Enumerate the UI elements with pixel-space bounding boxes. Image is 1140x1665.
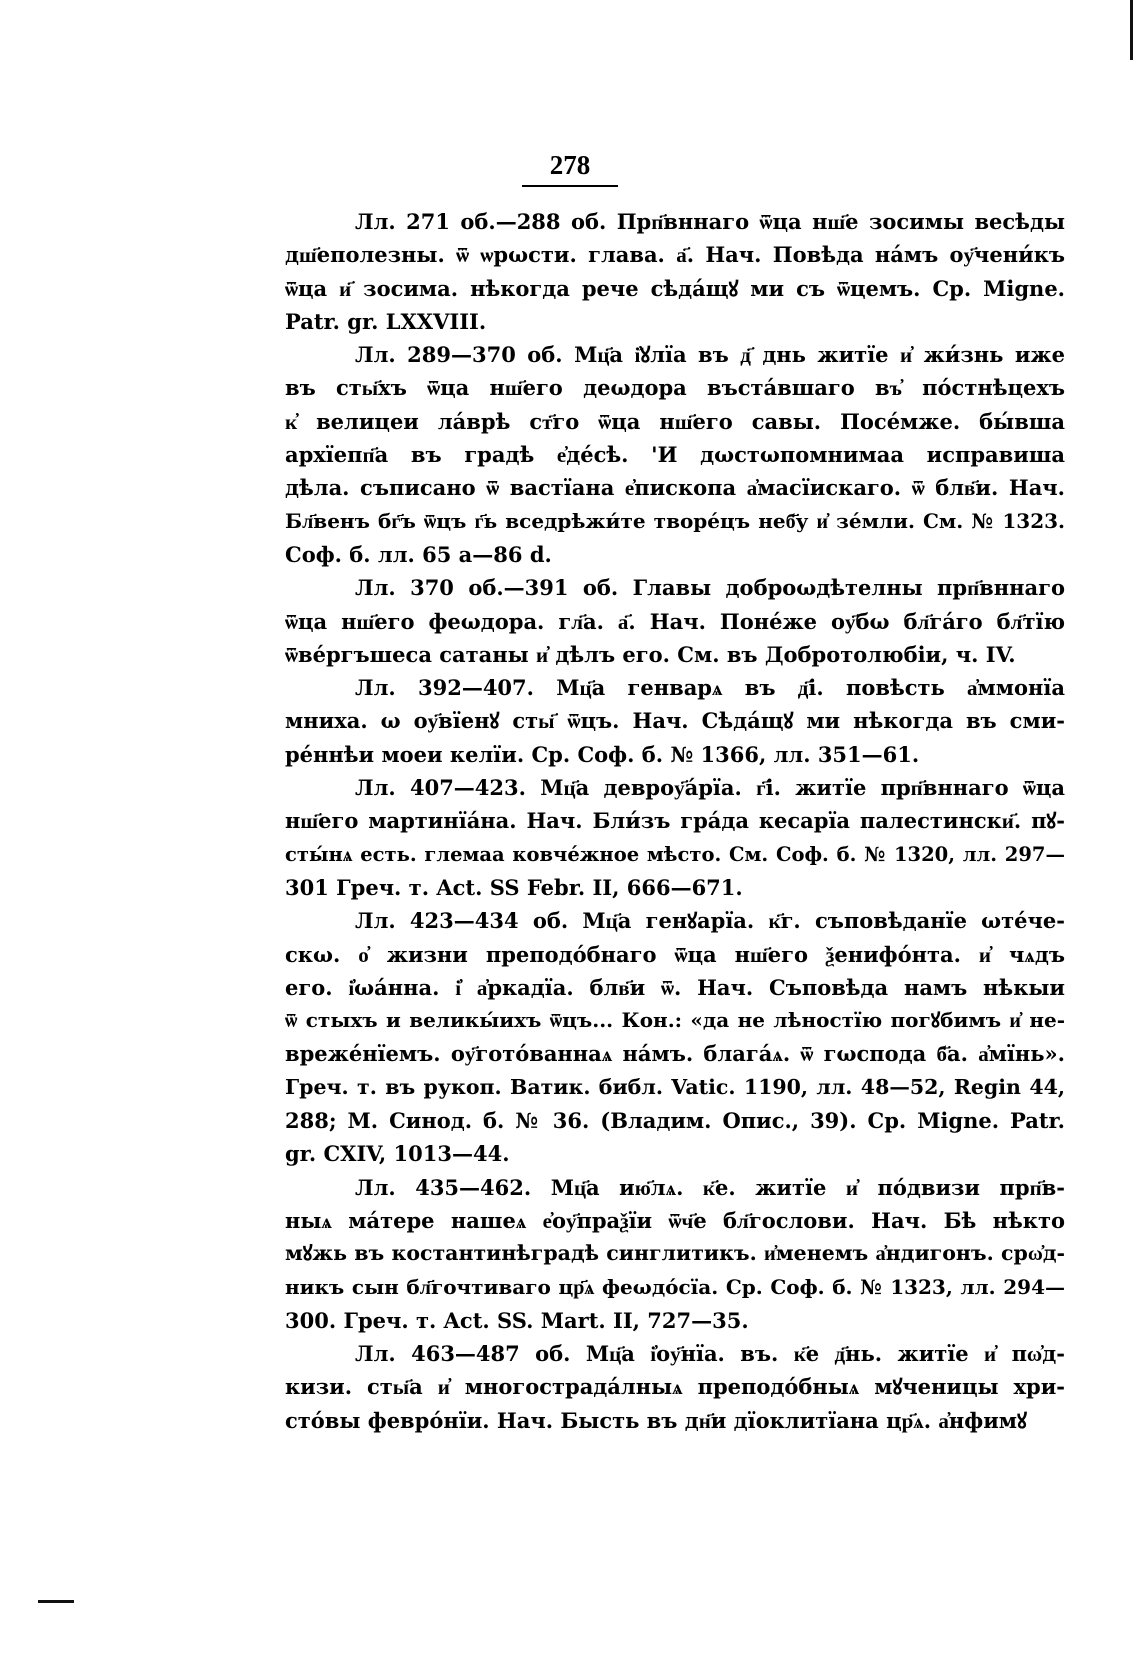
entry-line: Лл. 289—370 об. Мц҃а і҆ꙋлїа въ д҃ днь житїе и҆ жи́знь иже bbox=[355, 342, 1065, 368]
entry-8 bbox=[285, 1337, 1065, 1437]
entry-line: ѿвéргъшеса сатаны и҆ дѣлъ его. См. въ Добротолюбіи, ч. IV. bbox=[285, 641, 1016, 667]
entry-line: 288; М. Синод. б. № 36. (Владим. Опис., 39). Ср. Migne. Patr. bbox=[285, 1108, 1065, 1134]
entry-line: врежéнїемъ. оу҃готóваннаѧ нáмъ. благáѧ. ѿ гωсподa б҃а. а҆мїнь». bbox=[285, 1041, 1065, 1067]
entry-line: Лл. 370 об.—391 об. Главы доброωдѣтелны прп҃вннаго bbox=[355, 575, 1065, 601]
entry-line: Лл. 423—434 об. Мц҃а генꙋарїа. к҃г. съповѣданїе ωтéче- bbox=[355, 908, 1065, 934]
entry-line: нш҃его мартинїáна. Нач. Бли́зъ грáда кесарїа палестински҃. пꙋ- bbox=[285, 808, 1065, 834]
page-number bbox=[0, 150, 1140, 187]
entry-line: Лл. 435—462. Мц҃а ию҃лѧ. к҃е. житїе и҆ пóдвизи прп҃в- bbox=[355, 1174, 1065, 1200]
entry-line: ныѧ мáтере нашеѧ е҆оу҃праѯїи ѿч҃е бл҃гослови. Нач. Бѣ нѣкто bbox=[285, 1207, 1065, 1233]
margin-dash-mark bbox=[38, 1600, 74, 1603]
entry-line: 301 Греч. т. Act. SS Febr. II, 666—671. bbox=[285, 874, 743, 900]
entry-line: Соф. б. лл. 65 а—86 d. bbox=[285, 541, 552, 567]
entry-line: мꙋжь въ костантинѣградѣ синглитикъ. и҆менемъ а҆ндигонъ. срω҆д- bbox=[285, 1241, 1065, 1266]
entry-line: мниха. ω оу҃вїенꙋ сты҃ ѿцъ. Нач. Сѣдáщꙋ ми нѣкогда въ сми- bbox=[285, 708, 1065, 734]
entry-line: дш҃еполезны. ѿ ѡрωсти. глава. а҃. Нач. Повѣда на́мъ оу҃чени́къ bbox=[285, 242, 1065, 268]
entry-line: 300. Греч. т. Act. SS. Mart. II, 727—35. bbox=[285, 1307, 749, 1333]
entry-line: ѿца нш҃его феωдора. гл҃а. а҃. Нач. Понéже оу҃бω бл҃гáго бл҃тїю bbox=[285, 608, 1065, 634]
entry-3 bbox=[285, 571, 1065, 671]
entry-line: gr. CXIV, 1013—44. bbox=[285, 1141, 510, 1167]
page-number-text: 278 bbox=[522, 150, 619, 187]
page-edge-line bbox=[1130, 0, 1133, 60]
entry-6 bbox=[285, 904, 1065, 1170]
entry-line: стóвы феврóнїи. Нач. Бысть въ дн҃и дїоклитїана цр҃ѧ. а҆нфимꙋ bbox=[285, 1407, 1027, 1433]
entry-line: к҆ велицеи лáврѣ ст҃го ѿца нш҃его савы. Посéмже. бы́вша bbox=[285, 408, 1065, 434]
entry-line: Patr. gr. LXXVIII. bbox=[285, 308, 487, 334]
entry-line: ѿца и҃ зосима. нѣкогда рече сѣда́щꙋ ми съ ѿцемъ. Ср. Migne. bbox=[285, 275, 1065, 301]
entry-line: Лл. 392—407. Мц҃а генварѧ въ д҃і. повѣсть а҆ммонїа bbox=[355, 675, 1065, 701]
entry-1 bbox=[285, 205, 1065, 338]
entry-4 bbox=[285, 671, 1065, 771]
entry-line: его. і҆ωáнна. і҆ а҆ркадїа. блв҃и ѿ. Нач. Съповѣда намъ нѣкыи bbox=[285, 974, 1065, 1000]
entry-line: сты́нѧ есть. глемаа ковчéжное мѣсто. См. Соф. б. № 1320, лл. 297— bbox=[285, 842, 1065, 866]
entry-line: Лл. 407—423. Мц҃а девроу҃áрїа. г҃і. житїе прп҃вннаго ѿца bbox=[355, 775, 1065, 801]
entry-line: Греч. т. въ рукоп. Ватик. библ. Vatic. 1190, лл. 48—52, Regin 44, bbox=[285, 1074, 1065, 1099]
entry-line: Лл. 463—487 об. Мц҃а і҆оу҃нїа. въ. к҃е д҃нь. житїе и҆ пω҆д- bbox=[355, 1341, 1065, 1367]
entry-2 bbox=[285, 338, 1065, 571]
entry-line: кизи. сты҃а и҆ многострадáлныѧ преподóбныѧ мꙋченицы хри- bbox=[285, 1374, 1065, 1400]
entry-line: Лл. 271 об.—288 об. Прп҃вннаго ѿца нш҃е зосимы весѣды bbox=[355, 209, 1065, 234]
entry-line: ѿ стыхъ и великы́ихъ ѿцъ... Кон.: «да не лѣностїю погꙋбимъ и҆ не- bbox=[285, 1008, 1065, 1033]
entry-7 bbox=[285, 1171, 1065, 1337]
entry-line: въ сты҃хъ ѿца нш҃его деωдора въстáвшаго въ҆ пóстнѣцехъ bbox=[285, 375, 1065, 401]
entry-line: дѣла. съписано ѿ вастїана е҆пископа а҆масїискаго. ѿ блв҃и. Нач. bbox=[285, 475, 1065, 501]
entry-line: скω. о҆ жизни преподóбнаго ѿца нш҃его ѯенифóнта. и҆ чѧдъ bbox=[285, 941, 1065, 967]
manuscript-description-block bbox=[285, 205, 1065, 1437]
entry-line: никъ сын бл҃гочтиваго цр҃ѧ феωдóсїа. Ср. Соф. б. № 1323, лл. 294— bbox=[285, 1274, 1065, 1299]
entry-5 bbox=[285, 771, 1065, 904]
entry-line: архїепп҃а въ градѣ е҆дéсѣ. 'И дωстωпомнимаа исправиша bbox=[285, 442, 1065, 468]
entry-line: рéннѣи моеи келїи. Ср. Соф. б. № 1366, лл. 351—61. bbox=[285, 741, 920, 767]
entry-line: Бл҃венъ бг҃ъ ѿцъ г҃ь вседрѣжи́те творéцъ неб҃у и҆ зéмли. См. № 1323. bbox=[285, 508, 1065, 533]
